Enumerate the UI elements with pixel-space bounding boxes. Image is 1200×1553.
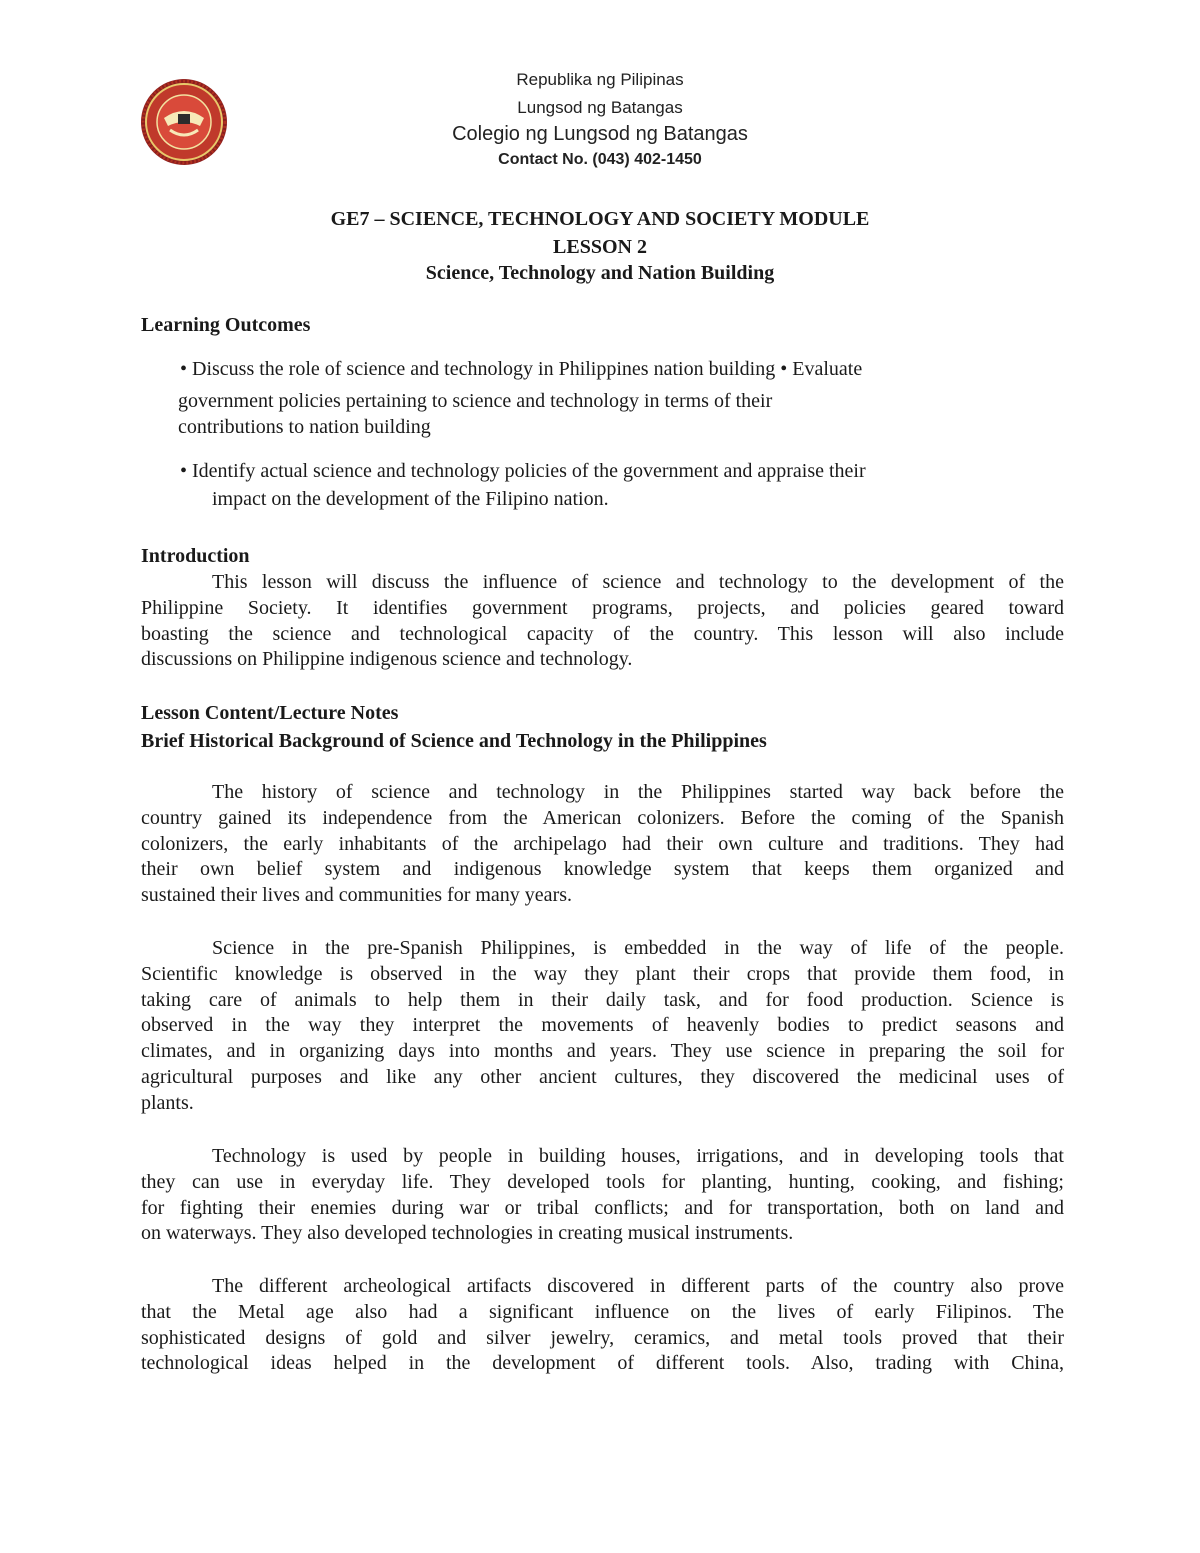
paragraph-line: boasting the science and technological capacity of the country. This lesson will also include bbox=[141, 622, 1064, 645]
header-contact: Contact No. (043) 402-1450 bbox=[498, 151, 702, 168]
historical-background-subheading: Brief Historical Background of Science and Technology in the Philippines bbox=[141, 730, 767, 752]
paragraph-line: agricultural purposes and like any other ancient cultures, they discovered the medicinal uses of bbox=[141, 1065, 1064, 1088]
history-paragraph bbox=[141, 780, 1064, 909]
paragraph-line: their own belief system and indigenous knowledge system that keeps them organized and bbox=[141, 858, 1064, 881]
paragraph-line: observed in the way they interpret the movements of heavenly bodies to predict seasons and bbox=[141, 1014, 1064, 1037]
paragraph-line: The different archeological artifacts discovered in different parts of the country also prove bbox=[212, 1275, 1064, 1297]
introduction-paragraph bbox=[141, 570, 1064, 673]
outcome-bullet-1-line-3: contributions to nation building bbox=[178, 416, 431, 438]
course-title: GE7 – SCIENCE, TECHNOLOGY AND SOCIETY MODULE bbox=[330, 208, 870, 230]
outcome-bullet-2-line-2: impact on the development of the Filipino nation. bbox=[212, 488, 609, 510]
learning-outcomes-heading: Learning Outcomes bbox=[141, 314, 311, 336]
pre-spanish-science-paragraph bbox=[141, 936, 1064, 1117]
paragraph-line: taking care of animals to help them in their daily task, and for food production. Science is bbox=[141, 988, 1064, 1011]
paragraph-line: Philippine Society. It identifies government programs, projects, and policies geared toward bbox=[141, 596, 1064, 619]
paragraph-line: climates, and in organizing days into months and years. They use science in preparing the soil for bbox=[141, 1040, 1064, 1063]
paragraph-line: Science in the pre-Spanish Philippines, is embedded in the way of life of the people. bbox=[212, 937, 1064, 959]
college-seal-icon bbox=[140, 78, 228, 166]
header-college: Colegio ng Lungsod ng Batangas bbox=[452, 123, 748, 145]
paragraph-line: sophisticated designs of gold and silver jewelry, ceramics, and metal tools proved that their bbox=[141, 1326, 1064, 1349]
paragraph-line: discussions on Philippine indigenous science and technology. bbox=[141, 648, 633, 671]
paragraph-line: for fighting their enemies during war or tribal conflicts; and for transportation, both on land and bbox=[141, 1196, 1064, 1219]
outcome-bullet-1-line-2: government policies pertaining to science and technology in terms of their bbox=[178, 390, 773, 412]
introduction-heading: Introduction bbox=[141, 545, 250, 567]
paragraph-line: The history of science and technology in the Philippines started way back before the bbox=[212, 781, 1064, 803]
paragraph-line: plants. bbox=[141, 1091, 194, 1114]
paragraph-line: Technology is used by people in building houses, irrigations, and in developing tools that bbox=[212, 1145, 1064, 1167]
lesson-number: LESSON 2 bbox=[553, 236, 647, 258]
paragraph-line: This lesson will discuss the influence of science and technology to the development of the bbox=[212, 571, 1064, 593]
paragraph-line: sustained their lives and communities for many years. bbox=[141, 884, 573, 907]
lesson-topic: Science, Technology and Nation Building bbox=[425, 262, 775, 284]
paragraph-line: country gained its independence from the American colonizers. Before the coming of the Spanish bbox=[141, 806, 1064, 829]
paragraph-line: technological ideas helped in the development of different tools. Also, trading with China, bbox=[141, 1352, 1064, 1375]
outcome-bullet-1-line-1: • Discuss the role of science and technology in Philippines nation building • Evaluate bbox=[180, 358, 863, 380]
paragraph-line: colonizers, the early inhabitants of the archipelago had their own culture and traditions. They had bbox=[141, 832, 1064, 855]
paragraph-line: on waterways. They also developed technologies in creating musical instruments. bbox=[141, 1222, 794, 1245]
header-city: Lungsod ng Batangas bbox=[517, 98, 683, 117]
technology-paragraph bbox=[141, 1144, 1064, 1247]
metal-age-paragraph bbox=[141, 1274, 1064, 1377]
outcome-bullet-2-line-1: • Identify actual science and technology policies of the government and appraise their bbox=[180, 460, 866, 482]
header-republic: Republika ng Pilipinas bbox=[516, 70, 684, 89]
paragraph-line: that the Metal age also had a significant influence on the lives of early Filipinos. The bbox=[141, 1300, 1064, 1323]
lesson-content-heading: Lesson Content/Lecture Notes bbox=[141, 702, 399, 724]
paragraph-line: Scientific knowledge is observed in the way they plant their crops that provide them food, in bbox=[141, 962, 1064, 985]
paragraph-line: they can use in everyday life. They developed tools for planting, hunting, cooking, and fishing; bbox=[141, 1170, 1064, 1193]
